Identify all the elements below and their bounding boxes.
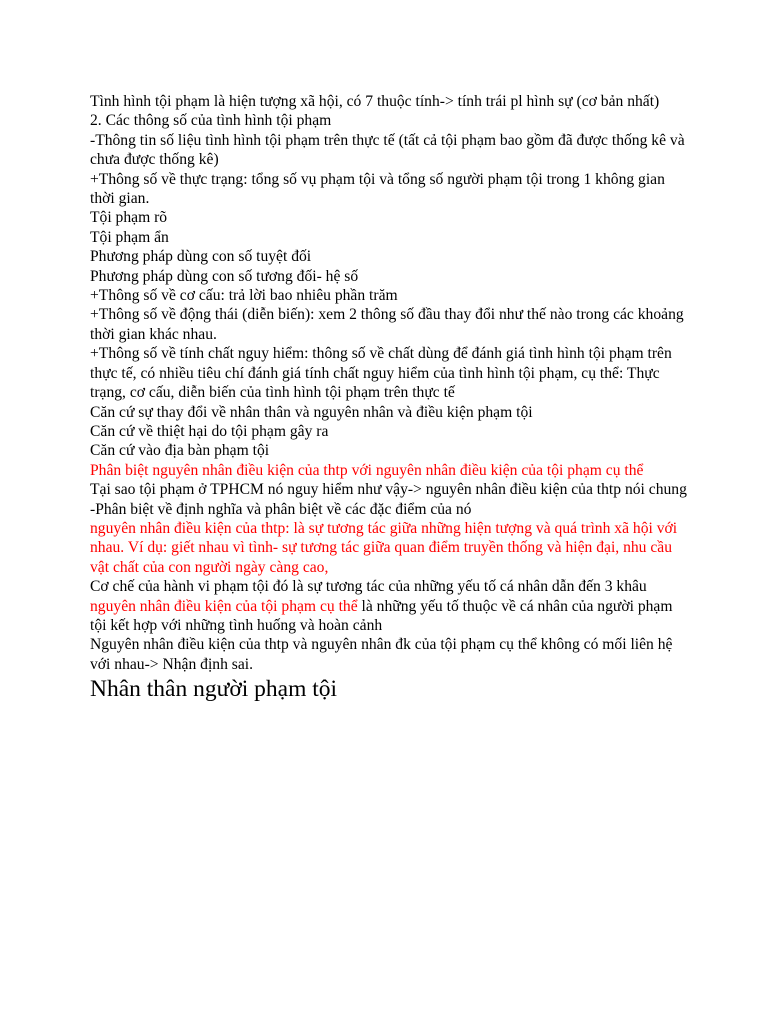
highlighted-paragraph: Phân biệt nguyên nhân điều kiện của thtp với nguyên nhân điều kiện của tội phạm cụ thể <box>90 461 644 479</box>
paragraph: Căn cứ về thiệt hại do tội phạm gây ra <box>90 422 329 440</box>
paragraph: Căn cứ vào địa bàn phạm tội <box>90 442 270 460</box>
paragraph: Nguyên nhân điều kiện của thtp và nguyên nhân đk của tội phạm cụ thể không có mối liên hệ với nhau-> Nhận định sai. <box>90 636 673 673</box>
paragraph: -Phân biệt về định nghĩa và phân biệt về các đặc điểm của nó <box>90 500 472 518</box>
paragraph: +Thông số về động thái (diễn biến): xem 2 thông số đầu thay đổi như thế nào trong các khoảng thời gian khác nhau. <box>90 306 684 343</box>
section-title: 2. Các thông số của tình hình tội phạm <box>90 112 332 130</box>
paragraph: Cơ chế của hành vi phạm tội đó là sự tương tác của những yếu tố cá nhân dẫn đến 3 khâu <box>90 578 647 596</box>
section-heading: Nhân thân người phạm tội <box>90 676 338 703</box>
paragraph: Tình hình tội phạm là hiện tượng xã hội, có 7 thuộc tính-> tính trái pl hình sự (cơ bản nhất) <box>90 93 660 110</box>
highlighted-paragraph: nguyên nhân điều kiện của thtp: là sự tương tác giữa những hiện tượng và quá trình xã hội với nhau. Ví dụ: giết nhau vì tình- sự tương tác giữa quan điểm truyền thống và hiện đại, nhu cầu vật chất của con người ngày càng cao, <box>90 519 678 576</box>
paragraph: +Thông số về thực trạng: tổng số vụ phạm tội và tổng số người phạm tội trong 1 không gian thời gian. <box>90 170 665 208</box>
paragraph: +Thông số về cơ cấu: trả lời bao nhiêu phần trăm <box>90 287 398 305</box>
document-body <box>90 92 690 705</box>
paragraph: Tại sao tội phạm ở TPHCM nó nguy hiểm như vậy-> nguyên nhân điều kiện của thtp nói chung <box>90 481 687 499</box>
paragraph: Phương pháp dùng con số tương đối- hệ số <box>90 267 359 285</box>
paragraph: Tội phạm ẩn <box>90 228 169 246</box>
paragraph: +Thông số về tính chất nguy hiểm: thông số về chất dùng để đánh giá tình hình tội phạm trên thực tế, có nhiều tiêu chí đánh giá tính chất nguy hiểm của tình hình tội phạm, cụ thể: Thực trạng, cơ cấu, diễn biến của tình hình tội phạm trên thực tế <box>90 345 672 402</box>
paragraph: Tội phạm rõ <box>90 209 168 227</box>
paragraph-text: là những yếu tố thuộc về cá nhân của người phạm tội kết hợp với những tình huống và hoàn cảnh <box>90 597 673 634</box>
mixed-paragraph <box>90 597 690 636</box>
paragraph: -Thông tin số liệu tình hình tội phạm trên thực tế (tất cả tội phạm bao gồm đã được thống kê và chưa được thống kê) <box>90 131 685 169</box>
paragraph: Căn cứ sự thay đổi về nhân thân và nguyên nhân và điều kiện phạm tội <box>90 403 533 421</box>
paragraph: Phương pháp dùng con số tuyệt đối <box>90 248 312 266</box>
highlighted-text: nguyên nhân điều kiện của tội phạm cụ thể <box>90 597 358 615</box>
